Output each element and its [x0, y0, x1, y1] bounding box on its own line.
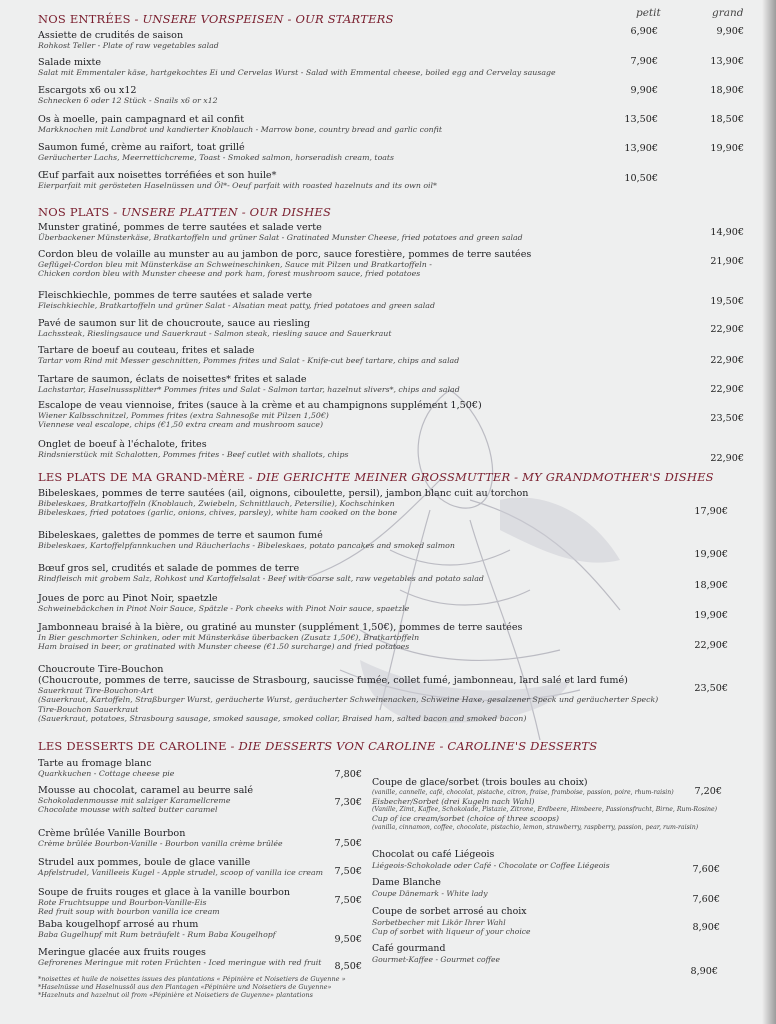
item-translation: Schokoladenmousse mit salziger Karamellcreme: [38, 796, 231, 805]
price: 7,30€: [334, 797, 362, 808]
price: 19,90€: [694, 610, 728, 621]
item-name: Tartare de saumon, éclats de noisettes* frites et salade: [38, 374, 307, 385]
item-translation: Baba Gugelhupf mit Rum beträufelt - Rum Baba Kougelhopf: [38, 930, 276, 939]
item-translation: Coupe Dänemark - White lady: [372, 888, 488, 898]
item-name: Chocolat ou café Liégeois: [372, 849, 495, 860]
price: 22,90€: [710, 453, 744, 464]
price: 22,90€: [694, 640, 728, 651]
item-name: Tartare de boeuf au couteau, frites et salade: [38, 345, 255, 356]
price: 23,50€: [694, 683, 728, 694]
heading-fr: NOS ENTRÉES: [38, 12, 131, 26]
item-translation: Red fruit soup with bourbon vanilla ice cream: [38, 907, 220, 917]
item-name: Cordon bleu de volaille au munster au au jambon de porc, sauce forestière, pommes de terre sautées: [38, 249, 532, 260]
menu-item: [38, 249, 698, 279]
section-heading-grandmother: LES PLATS DE MA GRAND-MÈRE - DIE GERICHTE MEINER GROSSMUTTER - MY GRANDMOTHER'S DISHES: [38, 470, 714, 484]
price-grand: 13,90€: [710, 56, 744, 67]
price-grand: 18,90€: [710, 85, 744, 96]
item-name: Escargots x6 ou x12: [38, 85, 137, 96]
price-petit: 7,90€: [630, 56, 658, 67]
price: 18,90€: [694, 580, 728, 591]
price: 7,60€: [692, 864, 720, 875]
price: 19,90€: [694, 549, 728, 560]
heading-fr: NOS PLATS: [38, 205, 110, 219]
heading-de: DIE DESSERTS VON CAROLINE: [238, 739, 436, 753]
heading-en: OUR DISHES: [249, 205, 332, 219]
item-translation: Eierparfait mit gerösteten Haselnüssen und Öl*- Oeuf parfait with roasted hazelnuts and its own oil*: [38, 181, 437, 190]
price: 7,50€: [334, 866, 362, 877]
item-name: Joues de porc au Pinot Noir, spaetzle: [38, 593, 218, 604]
item-translation: (Sauerkraut, potatoes, Strasbourg sausage, smoked sausage, smoked collar, Braised ham, salted bacon and smoked bacon): [38, 714, 527, 724]
flavor-list: (vanille, cannelle, café, chocolat, pistache, citron, fraise, framboise, passion, poire, rhum-raisin): [372, 788, 674, 796]
item-translation: Gourmet-Kaffee - Gourmet coffee: [372, 954, 500, 964]
item-name: Tarte au fromage blanc: [38, 758, 152, 769]
item-name: Crème brûlée Vanille Bourbon: [38, 828, 186, 839]
column-header-grand: grand: [712, 7, 744, 19]
menu-item: [38, 563, 698, 583]
item-translation: (Sauerkraut, Kartoffeln, Straßburger Wurst, geräucherte Wurst, geräucherter Schweinenacken, Schweine Haxe, gesalzener Speck und geräucherter Speck): [38, 695, 659, 705]
menu-item: [38, 30, 698, 50]
column-header-petit: petit: [636, 7, 661, 19]
item-translation: Crème brûlée Bourbon-Vanille - Bourbon vanilla crème brûlée: [38, 839, 283, 848]
item-translation: Schnecken 6 oder 12 Stück - Snails x6 or x12: [38, 96, 218, 105]
heading-de: DIE GERICHTE MEINER GROSSMUTTER: [256, 470, 511, 484]
item-translation: Bibeleskaes, Kartoffelpfannkuchen und Räucherlachs - Bibeleskaes, potato pancakes and smoked salmon: [38, 541, 455, 550]
item-name: Onglet de boeuf à l'échalote, frites: [38, 439, 207, 450]
item-translation: Eisbecher/Sorbet (drei Kugeln nach Wahl): [372, 797, 535, 806]
item-name: Coupe de glace/sorbet (trois boules au choix): [372, 777, 588, 788]
item-name: Soupe de fruits rouges et glace à la vanille bourbon: [38, 887, 291, 898]
price: 8,90€: [692, 922, 720, 933]
price: 17,90€: [694, 506, 728, 517]
price: 21,90€: [710, 256, 744, 267]
item-name: Salade mixte: [38, 57, 102, 68]
dessert-item: [372, 850, 712, 870]
item-translation: Bibeleskaes, fried potatoes (garlic, onions, chives, parsley), white ham cooked on the bone: [38, 508, 398, 518]
price-petit: 6,90€: [630, 26, 658, 37]
price-grand: 9,90€: [716, 26, 744, 37]
item-translation: Lachssteak, Rieslingsauce und Sauerkraut - Salmon steak, riesling sauce and Sauerkraut: [38, 329, 392, 338]
heading-de: UNSERE VORSPEISEN: [142, 12, 284, 26]
footnote-fr: *noisettes et huile de noisettes issues des plantations « Pépinière et Noisetiers de Guyenne »: [38, 975, 346, 983]
heading-fr: LES PLATS DE MA GRAND-MÈRE: [38, 470, 245, 484]
menu-item: [38, 222, 698, 242]
menu-item: [38, 114, 698, 134]
dessert-item: [372, 777, 718, 832]
page-edge-shadow: [762, 0, 776, 1024]
section-heading-desserts: LES DESSERTS DE CAROLINE - DIE DESSERTS VON CAROLINE - CAROLINE'S DESSERTS: [38, 739, 598, 753]
item-name: Dame Blanche: [372, 877, 441, 888]
item-translation: Tartar vom Rind mit Messer geschnitten, Pommes frites und Salat - Knife-cut beef tartare, chips and salad: [38, 356, 460, 365]
item-name: Assiette de crudités de saison: [38, 30, 184, 41]
item-translation: Ham braised in beer, or gratinated with Munster cheese (€1.50 surcharge) and fried potatoes: [38, 642, 410, 652]
item-translation: Chocolate mousse with salted butter caramel: [38, 805, 218, 815]
footnotes: [38, 975, 346, 1000]
dessert-item: [372, 944, 712, 964]
menu-item: [38, 170, 698, 190]
item-translation: Geräucherter Lachs, Meerrettichcreme, Toast - Smoked salmon, horseradish cream, toats: [38, 153, 395, 162]
footnote-de: *Haselnüsse und Haselnussöl aus den Plantagen «Pépinière und Noisetiers de Guyenne»: [38, 983, 332, 992]
price-petit: 13,90€: [624, 143, 658, 154]
item-translation: Geflügel-Cordon bleu mit Münsterkäse an Schweineschinken, Sauce mit Pilzen und Bratkartoffeln -: [38, 260, 432, 269]
section-heading-starters: NOS ENTRÉES - UNSERE VORSPEISEN - OUR STARTERS: [38, 12, 394, 26]
menu-item: [38, 290, 698, 310]
item-translation: Viennese veal escalope, chips (€1,50 extra cream and mushroom sauce): [38, 420, 324, 430]
heading-de: UNSERE PLATTEN: [121, 205, 238, 219]
heading-en: MY GRANDMOTHER'S DISHES: [522, 470, 714, 484]
item-name: Pavé de saumon sur lit de choucroute, sauce au riesling: [38, 318, 310, 329]
price: 22,90€: [710, 324, 744, 335]
item-name: Café gourmand: [372, 943, 446, 954]
price: 9,50€: [334, 934, 362, 945]
item-name: Mousse au chocolat, caramel au beurre salé: [38, 785, 254, 796]
footnote-en: *Hazelnuts and hazelnut oil from «Pépinière et Noisetiers de Guyenne» plantations: [38, 991, 313, 1000]
item-name: Bibeleskaes, galettes de pommes de terre et saumon fumé: [38, 530, 323, 541]
price: 7,20€: [694, 786, 722, 797]
flavor-list: (Vanille, Zimt, Kaffee, Schokolade, Pistazie, Zitrone, Erdbeere, Himbeere, Passionsfrucht, Birne, Rum-Rosine): [372, 806, 718, 814]
flavor-list: (vanilla, cinnamon, coffee, chocolate, pistachio, lemon, strawberry, raspberry, passion, pear, rum-raisin): [372, 823, 699, 831]
item-translation: Rote Fruchtsuppe und Bourbon-Vanille-Eis: [38, 898, 207, 907]
item-name: Choucroute Tire-Bouchon: [38, 664, 164, 675]
price: 19,50€: [710, 296, 744, 307]
menu-item: [38, 530, 698, 550]
price: 7,80€: [334, 769, 362, 780]
heading-en: OUR STARTERS: [295, 12, 394, 26]
menu-item: [38, 622, 698, 652]
item-translation: Rindfleisch mit grobem Salz, Rohkost und Kartoffelsalat - Beef with coarse salt, raw vegetables and potato salad: [38, 574, 484, 583]
menu-item: [38, 593, 698, 613]
item-translation: Sorbetbecher mit Likör Ihrer Wahl: [372, 917, 506, 927]
item-translation: Gefrorenes Meringue mit roten Früchten - Iced meringue with red fruit: [38, 958, 322, 967]
item-translation: Markknochen mit Landbrot und kandierter Knoblauch - Marrow bone, country bread and garlic confit: [38, 125, 443, 134]
price: 14,90€: [710, 227, 744, 238]
item-translation: Cup of ice cream/sorbet (choice of three scoops): [372, 814, 559, 824]
heading-fr: LES DESSERTS DE CAROLINE: [38, 739, 227, 753]
item-translation: Cup of sorbet with liqueur of your choice: [372, 927, 531, 936]
price: 7,50€: [334, 838, 362, 849]
menu-item: [38, 400, 698, 430]
item-name: Bibeleskaes, pommes de terre sautées (ail, oignons, ciboulette, persil), jambon blanc cuit au torchon: [38, 488, 529, 499]
item-translation: Rindsnierstück mit Schalotten, Pommes frites - Beef cutlet with shallots, chips: [38, 450, 349, 459]
item-name: Meringue glacée aux fruits rouges: [38, 947, 206, 958]
menu-item: [38, 85, 698, 105]
price-petit: 13,50€: [624, 114, 658, 125]
menu-item: [38, 345, 698, 365]
item-translation: Liégeois-Schokolade oder Café - Chocolate or Coffee Liégeois: [372, 860, 610, 870]
heading-en: CAROLINE'S DESSERTS: [447, 739, 598, 753]
menu-item: [38, 374, 698, 394]
item-name: Jambonneau braisé à la bière, ou gratiné au munster (supplément 1,50€), pommes de terre sautées: [38, 622, 523, 633]
menu-item: [38, 142, 698, 162]
item-name: Escalope de veau viennoise, frites (sauce à la crème et au champignons supplément 1,50€): [38, 400, 482, 411]
menu-item: [38, 318, 698, 338]
item-name: Fleischkiechle, pommes de terre sautées et salade verte: [38, 290, 313, 301]
price: 7,50€: [334, 895, 362, 906]
item-name: Coupe de sorbet arrosé au choix: [372, 906, 527, 917]
item-name: Œuf parfait aux noisettes torréfiées et son huile*: [38, 170, 277, 181]
price: 8,50€: [334, 961, 362, 972]
price-grand: 18,50€: [710, 114, 744, 125]
item-translation: Überbackener Münsterkäse, Bratkartoffeln und grüner Salat - Gratinated Munster Cheese, fried potatoes and green salad: [38, 233, 523, 242]
item-name: Munster gratiné, pommes de terre sautées et salade verte: [38, 222, 322, 233]
item-translation: Wiener Kalbsschnitzel, Pommes frites (extra Sahnesoße mit Pilzen 1,50€): [38, 411, 329, 420]
item-translation: Fleischkiechle, Bratkartoffeln und grüner Salat - Alsatian meat patty, fried potatoes and green salad: [38, 301, 435, 310]
price-petit: 10,50€: [624, 173, 658, 184]
menu-item: [38, 57, 698, 77]
price: 8,90€: [690, 966, 718, 977]
dessert-item: [372, 878, 712, 898]
item-translation: Salat mit Emmentaler käse, hartgekochtes Ei und Cervelas Wurst - Salad with Emmental cheese, boiled egg and Cervelay sausage: [38, 68, 556, 77]
item-translation: Sauerkraut Tire-Bouchon-Art: [38, 686, 154, 695]
item-translation: Rohkost Teller - Plate of raw vegetables salad: [38, 41, 219, 50]
price: 7,60€: [692, 894, 720, 905]
item-translation: Bibeleskaes, Bratkartoffeln (Knoblauch, Zwiebeln, Schnittlauch, Petersilie), Kochschinken: [38, 499, 395, 508]
item-translation: In Bier geschmorter Schinken, oder mit Münsterkäse überbacken (Zusatz 1,50€), Bratkartoffeln: [38, 633, 420, 642]
item-name: Saumon fumé, crème au raifort, toat grillé: [38, 142, 245, 153]
price: 23,50€: [710, 413, 744, 424]
item-translation: Apfelstrudel, Vanilleeis Kugel - Apple strudel, scoop of vanilla ice cream: [38, 868, 323, 877]
item-name: Os à moelle, pain campagnard et ail confit: [38, 114, 245, 125]
menu-item-choucroute: [38, 664, 698, 724]
item-description: (Choucroute, pommes de terre, saucisse de Strasbourg, saucisse fumée, collet fumé, jambonneau, lard salé et lard fumé): [38, 675, 628, 686]
item-translation: Schweinebäckchen in Pinot Noir Sauce, Spätzle - Pork cheeks with Pinot Noir sauce, spaetzle: [38, 604, 410, 613]
item-translation: Tire-Bouchon Sauerkraut: [38, 704, 139, 714]
item-translation: Lachstartar, Haselnusssplitter* Pommes frites und Salat - Salmon tartar, hazelnut slivers*, chips and salad: [38, 385, 460, 394]
item-name: Baba kougelhopf arrosé au rhum: [38, 919, 199, 930]
menu-item: [38, 488, 698, 518]
item-name: Bœuf gros sel, crudités et salade de pommes de terre: [38, 563, 300, 574]
price-grand: 19,90€: [710, 143, 744, 154]
item-translation: Chicken cordon bleu with Munster cheese and pork ham, forest mushroom sauce, fried potatoes: [38, 269, 421, 279]
menu-item: [38, 439, 698, 459]
price: 22,90€: [710, 384, 744, 395]
price-petit: 9,90€: [630, 85, 658, 96]
item-name: Strudel aux pommes, boule de glace vanille: [38, 857, 251, 868]
dessert-item: [372, 907, 712, 936]
section-heading-dishes: NOS PLATS - UNSERE PLATTEN - OUR DISHES: [38, 205, 332, 219]
price: 22,90€: [710, 355, 744, 366]
item-translation: Quarkkuchen - Cottage cheese pie: [38, 769, 175, 778]
